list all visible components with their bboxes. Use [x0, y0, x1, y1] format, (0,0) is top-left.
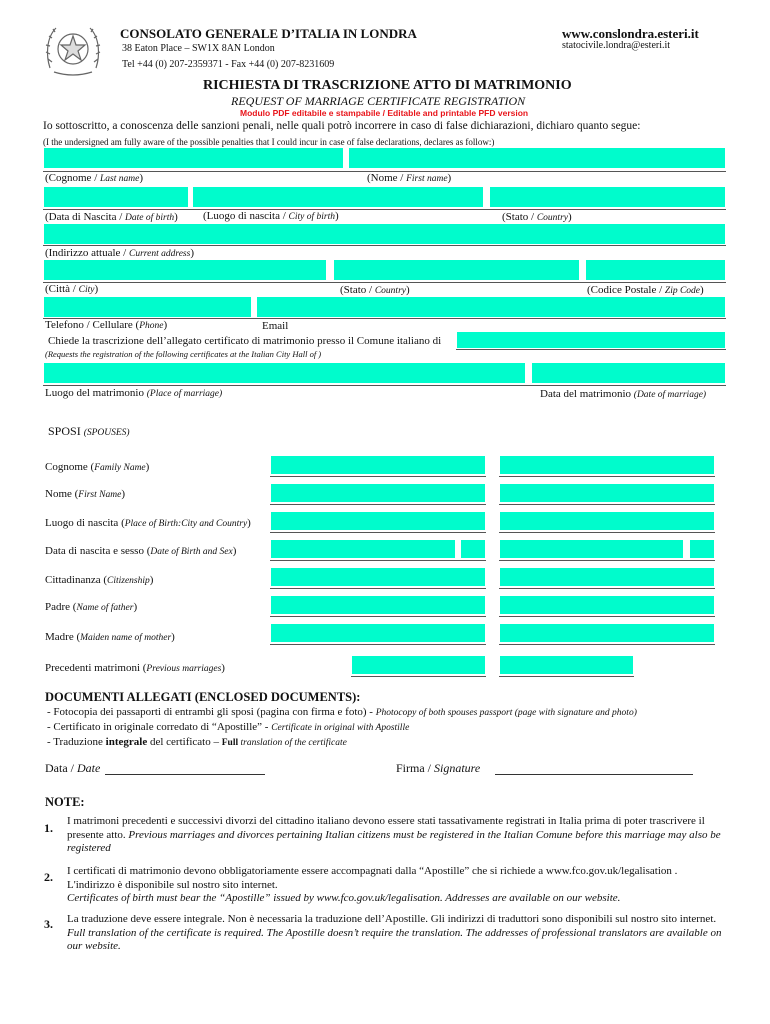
- spouse2-birth-place-field[interactable]: [499, 511, 715, 531]
- birth-date-label: (Data di Nascita / Date of birth): [45, 211, 178, 223]
- birth-date-field[interactable]: [43, 186, 189, 208]
- zip-code-label: (Codice Postale / Zip Code): [587, 284, 704, 296]
- consulate-address: 38 Eaton Place – SW1X 8AN London: [122, 43, 275, 54]
- email-link[interactable]: statocivile.londra@esteri.it: [562, 40, 671, 51]
- spouse1-birth-date-field[interactable]: [270, 539, 456, 559]
- city-label: (Città / City): [45, 283, 99, 295]
- declaration-text: Io sottoscritto, a conoscenza delle sanzioni penali, nelle quali potrò incorrere in caso di false dichiarazioni, dichiaro quanto segue:: [43, 120, 641, 132]
- form-subtitle: REQUEST OF MARRIAGE CERTIFICATE REGISTRATION: [231, 94, 526, 108]
- spouse2-first-name-field[interactable]: [499, 483, 715, 503]
- birth-city-field[interactable]: [192, 186, 484, 208]
- note-2: I certificati di matrimonio devono obbligatoriamente essere accompagnati dalla “Apostille” che si richiede a www.fco.gov.uk/legalisation . L'indirizzo è disponibile sul nostro sito internet. Certificates of birth must bear the “Apostille” issued by www.fco.gov.uk/legalisation. Addresses are available on our website.: [67, 865, 678, 904]
- current-address-label: (Indirizzo attuale / Current address): [45, 247, 194, 259]
- marriage-place-field[interactable]: [43, 362, 526, 384]
- declaration-translation: (I the undersigned am fully aware of the possible penalties that I could incur in case of false declarations, declares as follow:): [43, 137, 495, 147]
- birth-country-label: (Stato / Country): [502, 211, 572, 223]
- zip-code-field[interactable]: [585, 259, 726, 281]
- note-3-number: 3.: [44, 917, 53, 931]
- request-registration-text: Chiede la trascrizione dell’allegato certificato di matrimonio presso il Comune italiano di: [48, 335, 442, 347]
- document-item-passports: - Fotocopia dei passaporti di entrambi gli sposi (pagina con firma e foto) - Photocopy of both spouses passport (page with signature and photo): [47, 706, 637, 718]
- marriage-date-field[interactable]: [531, 362, 726, 384]
- note-1: I matrimoni precedenti e successivi divorzi del cittadino italiano devono essere stati tassativamente registrati in Italia prima di poter trascrivere il presente atto. Previous marriages and divorces pertaining Italian citizens must be registered in the Italian Comune before this marriage may also be registered: [67, 815, 721, 854]
- request-registration-translation: (Requests the registration of the following certificates at the Italian City Hall of ): [45, 349, 322, 359]
- spouse2-father-field[interactable]: [499, 595, 715, 615]
- consulate-name: CONSOLATO GENERALE D’ITALIA IN LONDRA: [120, 26, 417, 41]
- note-3: La traduzione deve essere integrale. Non è necessaria la traduzione dell’Apostille. Gli indirizzi di traduttori sono disponibili sul nostro sito internet. Full translation of the certificate is required. The Apostille doesn’t require the translation. The addresses of professional translators are available on our website.: [67, 913, 722, 952]
- spouses-heading: SPOSI (SPOUSES): [48, 424, 130, 438]
- spouse2-birth-date-field[interactable]: [499, 539, 684, 559]
- spouse2-citizenship-field[interactable]: [499, 567, 715, 587]
- birth-city-label: (Luogo di nascita / City of birth): [203, 210, 339, 222]
- spouse-previous-marriages-label: Precedenti matrimoni (Previous marriages): [45, 662, 225, 674]
- website-link[interactable]: www.conslondra.esteri.it: [562, 26, 699, 41]
- spouse-father-label: Padre (Name of father): [45, 601, 138, 613]
- document-item-apostille: - Certificato in originale corredato di “Apostille” - Certificate in original with Apostille: [47, 721, 410, 733]
- spouse1-citizenship-field[interactable]: [270, 567, 486, 587]
- document-item-translation: - Traduzione integrale del certificato – Full translation of the certificate: [47, 736, 347, 748]
- spouse-first-name-label: Nome (First Name): [45, 488, 125, 500]
- email-field[interactable]: [256, 296, 726, 318]
- country-label: (Stato / Country): [340, 284, 410, 296]
- spouse-birth-date-sex-label: Data di nascita e sesso (Date of Birth and Sex): [45, 545, 237, 557]
- country-field[interactable]: [333, 259, 580, 281]
- phone-field[interactable]: [43, 296, 252, 318]
- first-name-label: (Nome / First name): [367, 172, 452, 184]
- consulate-phone: Tel +44 (0) 207-2359371 - Fax +44 (0) 207-8231609: [122, 59, 335, 70]
- marriage-date-label: Data del matrimonio (Date of marriage): [540, 388, 707, 400]
- signature-label: Firma / Signature: [396, 761, 481, 775]
- current-address-field[interactable]: [43, 223, 726, 245]
- spouse2-mother-field[interactable]: [499, 623, 715, 643]
- spouse1-birth-place-field[interactable]: [270, 511, 486, 531]
- spouse1-previous-marriages-field[interactable]: [351, 655, 486, 675]
- email-label: Email: [262, 320, 289, 332]
- italian-city-hall-field[interactable]: [456, 331, 726, 349]
- phone-label: Telefono / Cellulare (Phone): [45, 319, 168, 331]
- city-field[interactable]: [43, 259, 327, 281]
- spouse-mother-label: Madre (Maiden name of mother): [45, 631, 175, 643]
- documents-heading: DOCUMENTI ALLEGATI (ENCLOSED DOCUMENTS):: [45, 690, 361, 704]
- spouse2-sex-field[interactable]: [689, 539, 715, 559]
- spouse2-family-name-field[interactable]: [499, 455, 715, 475]
- last-name-field[interactable]: [43, 147, 344, 169]
- spouse-family-name-label: Cognome (Family Name): [45, 461, 150, 473]
- spouse1-sex-field[interactable]: [460, 539, 486, 559]
- spouse1-mother-field[interactable]: [270, 623, 486, 643]
- italian-emblem-icon: [44, 18, 102, 80]
- note-2-number: 2.: [44, 870, 53, 884]
- notes-heading: NOTE:: [45, 795, 85, 809]
- spouse1-first-name-field[interactable]: [270, 483, 486, 503]
- pdf-version-note: Modulo PDF editabile e stampabile / Editable and printable PFD version: [240, 108, 529, 118]
- date-label: Data / Date: [45, 761, 101, 775]
- signature-line[interactable]: [495, 774, 693, 775]
- marriage-place-label: Luogo del matrimonio (Place of marriage): [45, 387, 223, 399]
- first-name-field[interactable]: [348, 147, 726, 169]
- birth-country-field[interactable]: [489, 186, 726, 208]
- form-title: RICHIESTA DI TRASCRIZIONE ATTO DI MATRIMONIO: [203, 78, 572, 93]
- spouse2-previous-marriages-field[interactable]: [499, 655, 634, 675]
- spouse1-family-name-field[interactable]: [270, 455, 486, 475]
- spouse-birth-place-label: Luogo di nascita (Place of Birth:City and Country): [45, 517, 251, 529]
- spouse-citizenship-label: Cittadinanza (Citizenship): [45, 574, 154, 586]
- note-1-number: 1.: [44, 821, 53, 835]
- date-line[interactable]: [105, 774, 265, 775]
- spouse1-father-field[interactable]: [270, 595, 486, 615]
- last-name-label: (Cognome / Last name): [45, 172, 143, 184]
